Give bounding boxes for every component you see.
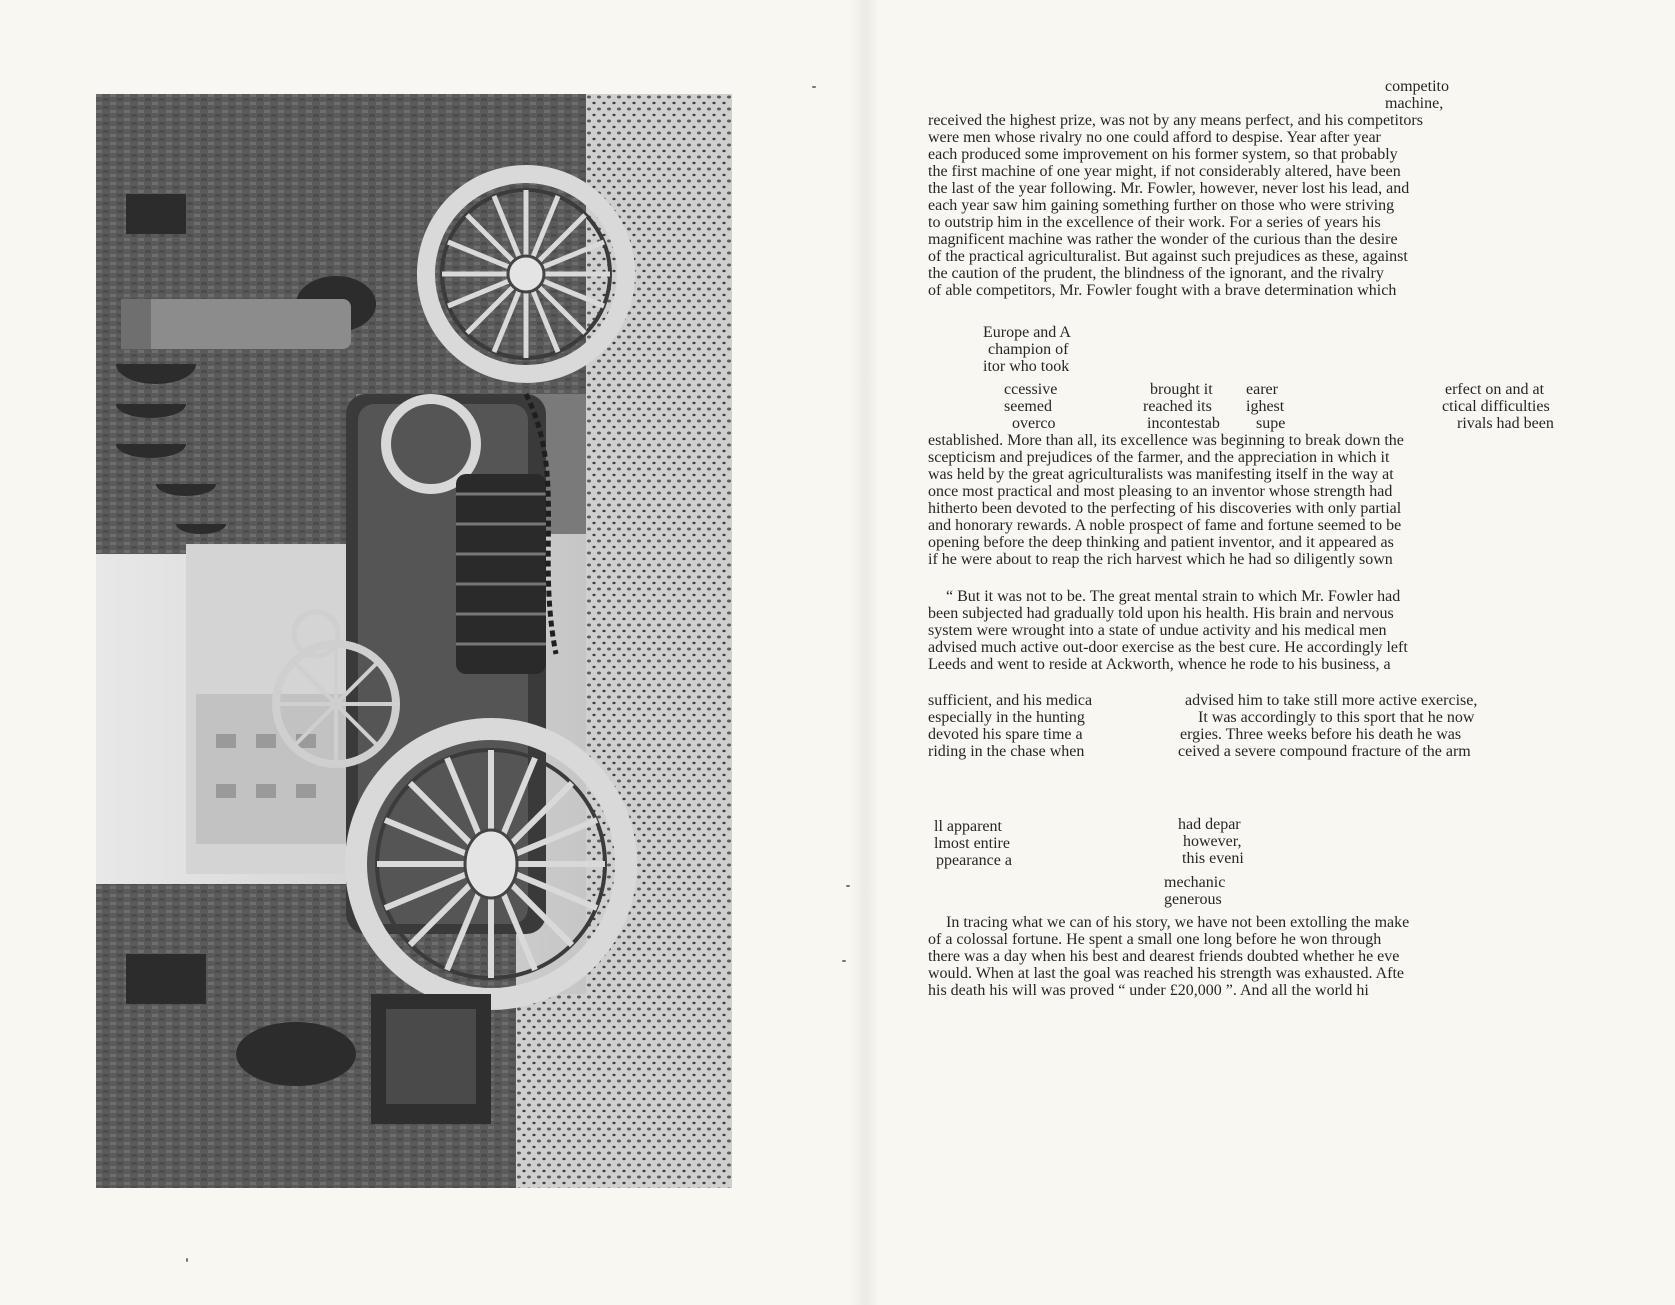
paragraph-line: been subjected had gradually told upon his health. His brain and nervous — [928, 605, 1394, 622]
text-fragment: ccessive — [1004, 381, 1058, 398]
paragraph-line: of the practical agriculturalist. But against such prejudices as these, against — [928, 248, 1408, 265]
paragraph-line: opening before the deep thinking and patient inventor, and it appeared as — [928, 534, 1394, 551]
text-fragment: however, — [1183, 833, 1242, 850]
paragraph-line: established. More than all, its excellence was beginning to break down the — [928, 432, 1404, 449]
text-fragment: It was accordingly to this sport that he now — [1198, 709, 1475, 726]
paper-speck — [812, 86, 816, 88]
text-fragment: ll apparent — [934, 818, 1002, 835]
paragraph-line: the caution of the prudent, the blindness of the ignorant, and the rivalry — [928, 265, 1384, 282]
paragraph-line: In tracing what we can of his story, we have not been extolling the make — [946, 914, 1410, 931]
text-fragment: earer — [1246, 381, 1278, 398]
paragraph-line: “ But it was not to be. The great mental strain to which Mr. Fowler had — [946, 588, 1401, 605]
paragraph-line: each produced some improvement on his former system, so that probably — [928, 146, 1398, 163]
paragraph-line: system were wrought into a state of undue activity and his medical men — [928, 622, 1387, 639]
text-fragment: overco — [1012, 415, 1056, 432]
text-fragment: this eveni — [1182, 850, 1244, 867]
paper-speck — [842, 960, 846, 962]
steam-ploughing-engine-photo — [96, 94, 732, 1188]
paragraph-line: advised much active out-door exercise as the best cure. He accordingly left — [928, 639, 1408, 656]
paper-speck — [846, 885, 850, 887]
paper-speck — [186, 1258, 188, 1262]
text-fragment: lmost entire — [934, 835, 1010, 852]
text-fragment: Europe and A — [983, 324, 1071, 341]
paragraph-line: would. When at last the goal was reached his strength was exhausted. Afte — [928, 965, 1405, 982]
paragraph-line: there was a day when his best and dearest friends doubted whether he eve — [928, 948, 1400, 965]
paragraph-line: once most practical and most pleasing to an inventor whose strength had — [928, 483, 1393, 500]
paragraph-line: hitherto been devoted to the perfecting of his discoveries with only partial — [928, 500, 1402, 517]
paragraph-line: were men whose rivalry no one could afford to despise. Year after year — [928, 129, 1381, 146]
text-fragment: machine, — [1385, 95, 1444, 112]
paragraph-line: and honorary rewards. A noble prospect of fame and fortune seemed to be — [928, 517, 1402, 534]
text-fragment: supe — [1256, 415, 1286, 432]
text-fragment: incontestab — [1147, 415, 1220, 432]
text-fragment: sufficient, and his medica — [928, 692, 1093, 709]
paragraph-line: the last of the year following. Mr. Fowler, however, never lost his lead, and — [928, 180, 1410, 197]
text-fragment: advised him to take still more active exercise, — [1185, 692, 1478, 709]
text-fragment: brought it — [1150, 381, 1213, 398]
text-fragment: mechanic — [1164, 874, 1226, 891]
text-fragment: generous — [1164, 891, 1222, 908]
text-fragment: ceived a severe compound fracture of the arm — [1178, 743, 1471, 760]
text-fragment: competito — [1385, 78, 1449, 95]
text-fragment: ppearance a — [936, 852, 1012, 869]
text-fragment: riding in the chase when — [928, 743, 1085, 760]
page-gutter — [850, 0, 880, 1305]
text-fragment: seemed — [1004, 398, 1052, 415]
text-fragment: rivals had been — [1457, 415, 1554, 432]
paragraph-line: of able competitors, Mr. Fowler fought with a brave determination which — [928, 282, 1397, 299]
paragraph-line: scepticism and prejudices of the farmer, and the appreciation in which it — [928, 449, 1390, 466]
text-fragment: devoted his spare time a — [928, 726, 1083, 743]
text-fragment: reached its — [1143, 398, 1212, 415]
text-fragment: ighest — [1246, 398, 1285, 415]
text-fragment: erfect on and at — [1445, 381, 1545, 398]
text-fragment: ctical difficulties — [1442, 398, 1550, 415]
text-fragment: especially in the hunting — [928, 709, 1085, 726]
paragraph-line: was held by the great agriculturalists was manifesting itself in the way at — [928, 466, 1394, 483]
paragraph-line: his death his will was proved “ under £20,000 ”. And all the world hi — [928, 982, 1369, 999]
paragraph-line: Leeds and went to reside at Ackworth, whence he rode to his business, a — [928, 656, 1391, 673]
paragraph-line: each year saw him gaining something further on those who were striving — [928, 197, 1395, 214]
text-fragment: had depar — [1178, 816, 1241, 833]
paragraph-line: to outstrip him in the excellence of their work. For a series of years his — [928, 214, 1381, 231]
text-fragment: ergies. Three weeks before his death he was — [1180, 726, 1462, 743]
paragraph-line: the first machine of one year might, if not considerably altered, have been — [928, 163, 1401, 180]
paragraph-line: if he were about to reap the rich harvest which he had so diligently sown — [928, 551, 1393, 568]
paragraph-line: of a colossal fortune. He spent a small one long before he won through — [928, 931, 1382, 948]
text-fragment: champion of — [988, 341, 1069, 358]
text-page — [920, 0, 1560, 1305]
text-fragment: itor who took — [983, 358, 1070, 375]
paragraph-line: received the highest prize, was not by any means perfect, and his competitors — [928, 112, 1423, 129]
paragraph-line: magnificent machine was rather the wonder of the curious than the desire — [928, 231, 1398, 248]
